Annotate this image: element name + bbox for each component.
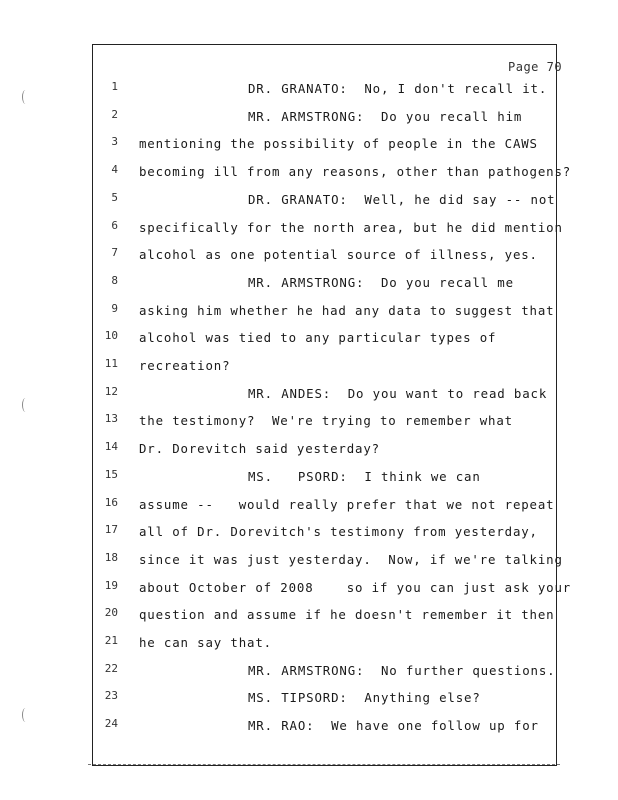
line-text: becoming ill from any reasons, other than pathogens? xyxy=(139,164,572,180)
line-number: 13 xyxy=(104,412,118,426)
transcript-line xyxy=(0,108,618,128)
transcript-line xyxy=(0,634,618,654)
line-number: 1 xyxy=(111,80,118,93)
transcript-line xyxy=(0,135,618,155)
line-text: MR. ARMSTRONG: Do you recall him xyxy=(248,108,523,124)
line-number: 20 xyxy=(104,606,118,620)
line-text: MR. RAO: We have one follow up for xyxy=(248,718,539,734)
line-number: 9 xyxy=(111,301,118,315)
page-number: Page 70 xyxy=(508,60,563,74)
transcript-line xyxy=(0,219,618,239)
transcript-line xyxy=(0,496,618,516)
line-number: 12 xyxy=(104,384,118,398)
transcript-line xyxy=(0,246,618,266)
transcript-line xyxy=(0,191,618,211)
line-number: 2 xyxy=(111,107,118,121)
transcript-line xyxy=(0,606,618,626)
line-number: 10 xyxy=(104,329,118,343)
line-text: DR. GRANATO: Well, he did say -- not xyxy=(248,191,556,207)
transcript-line xyxy=(0,662,618,682)
line-number: 22 xyxy=(104,661,118,675)
line-text: about October of 2008 so if you can just ask your xyxy=(139,579,572,595)
transcript-line xyxy=(0,302,618,322)
punch-hole-mark xyxy=(22,708,29,722)
transcript-line xyxy=(0,523,618,543)
transcript-line xyxy=(0,412,618,432)
line-text: MS. PSORD: I think we can xyxy=(248,468,481,484)
line-number: 17 xyxy=(104,523,118,537)
transcript-line xyxy=(0,80,618,100)
line-text: MR. ARMSTRONG: No further questions. xyxy=(248,662,556,678)
transcript-line xyxy=(0,163,618,183)
line-text: MR. ANDES: Do you want to read back xyxy=(248,385,548,401)
line-number: 18 xyxy=(104,550,118,564)
line-text: recreation? xyxy=(139,358,231,373)
transcript-line xyxy=(0,357,618,377)
line-number: 3 xyxy=(111,135,118,149)
line-number: 15 xyxy=(104,467,118,481)
transcript-line xyxy=(0,385,618,405)
transcript-line xyxy=(0,274,618,294)
line-number: 4 xyxy=(111,163,118,177)
line-text: all of Dr. Dorevitch's testimony from yesterday, xyxy=(139,524,538,540)
line-number: 14 xyxy=(104,440,118,454)
line-number: 19 xyxy=(104,578,118,592)
bottom-edge-strip xyxy=(88,764,560,769)
transcript-line xyxy=(0,579,618,599)
line-text: question and assume if he doesn't remember it then xyxy=(139,607,555,623)
line-text: he can say that. xyxy=(139,635,272,650)
line-text: asking him whether he had any data to suggest that xyxy=(139,302,555,318)
transcript-line xyxy=(0,440,618,460)
line-number: 6 xyxy=(111,218,118,232)
line-number: 24 xyxy=(104,717,118,731)
line-number: 21 xyxy=(104,634,118,647)
line-text: assume -- would really prefer that we not repeat xyxy=(139,496,555,512)
line-number: 7 xyxy=(111,246,118,260)
transcript-line xyxy=(0,329,618,349)
line-text: Dr. Dorevitch said yesterday? xyxy=(139,441,380,457)
line-text: MS. TIPSORD: Anything else? xyxy=(248,690,481,706)
line-text: alcohol as one potential source of illness, yes. xyxy=(139,247,538,263)
transcript-line xyxy=(0,717,618,737)
transcript-line xyxy=(0,468,618,488)
line-text: DR. GRANATO: No, I don't recall it. xyxy=(248,81,548,96)
line-number: 11 xyxy=(104,357,118,370)
line-number: 23 xyxy=(104,689,118,703)
line-text: mentioning the possibility of people in the CAWS xyxy=(139,136,538,152)
punch-hole-mark xyxy=(22,398,29,412)
line-number: 8 xyxy=(111,273,118,287)
line-text: since it was just yesterday. Now, if we're talking xyxy=(139,551,563,567)
line-text: the testimony? We're trying to remember what xyxy=(139,413,513,429)
line-text: specifically for the north area, but he did mention xyxy=(139,219,563,235)
transcript-line xyxy=(0,689,618,709)
line-number: 16 xyxy=(104,495,118,509)
line-text: alcohol was tied to any particular types of xyxy=(139,330,497,346)
punch-hole-mark xyxy=(22,90,29,104)
line-text: MR. ARMSTRONG: Do you recall me xyxy=(248,274,514,290)
transcript-line xyxy=(0,551,618,571)
line-number: 5 xyxy=(111,190,118,204)
